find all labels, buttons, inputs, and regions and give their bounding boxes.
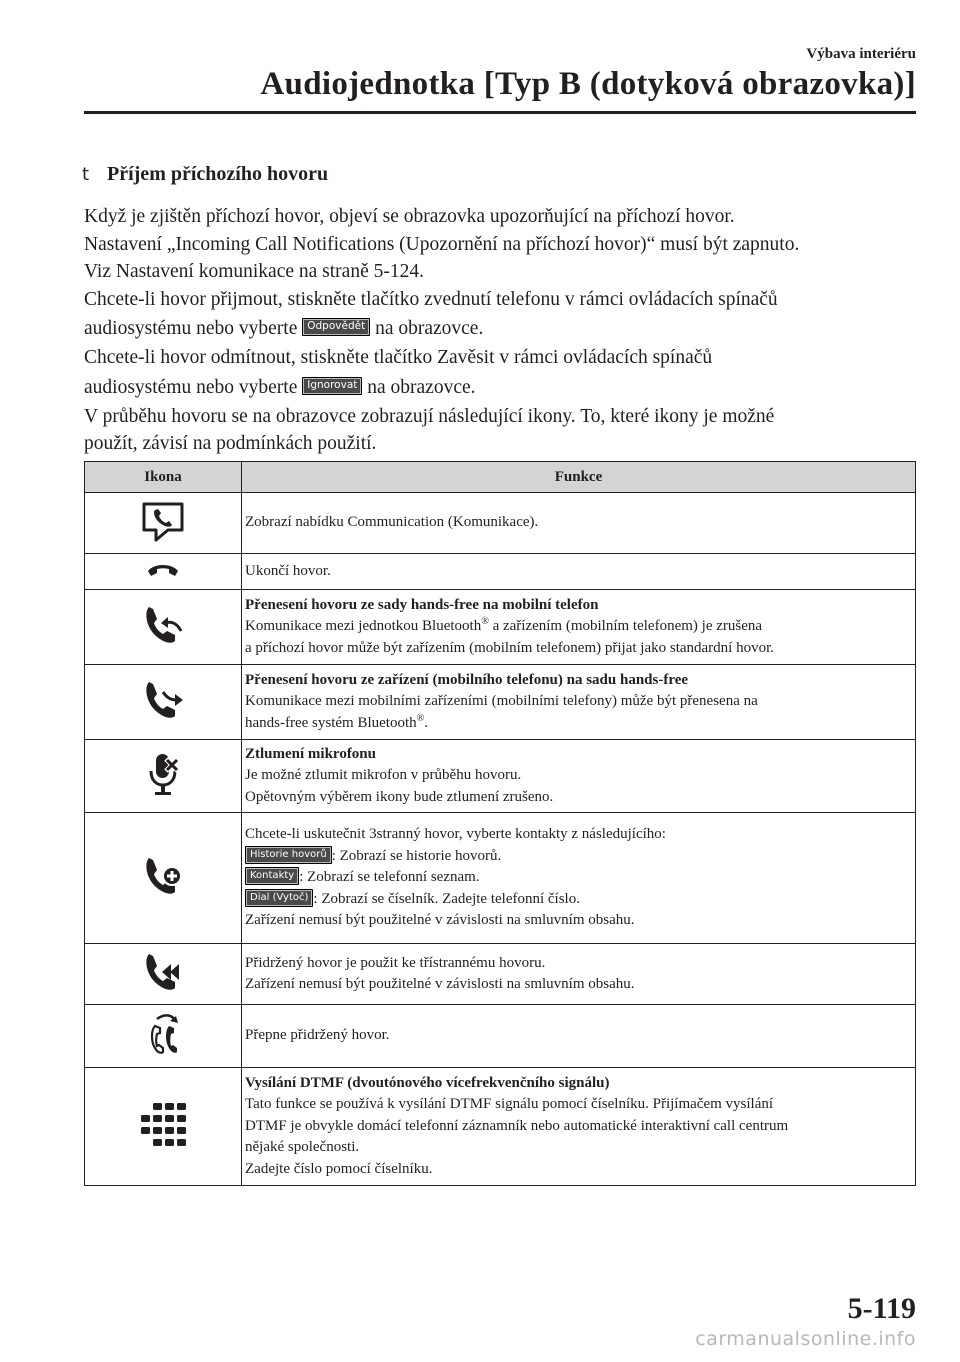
ignore-button[interactable]: Ignorovat <box>302 377 362 395</box>
table-row <box>85 590 916 665</box>
section-bullet-icon: t <box>82 164 90 185</box>
section-title: Příjem příchozího hovoru <box>107 163 329 185</box>
icon-cell <box>85 665 242 740</box>
function-text <box>245 889 909 911</box>
call-history-button[interactable]: Historie hovorů <box>245 846 332 864</box>
function-text: Tato funkce se používá k vysílání DTMF signálu pomocí číselníku. Přijímačem vysílání <box>245 1096 774 1113</box>
body-text-segment: na obrazovce. <box>370 318 484 339</box>
dial-button[interactable]: Dial (Vytoč) <box>245 889 313 907</box>
function-text: Komunikace mezi mobilními zařízeními (mobilními telefony) může být přenesena na <box>245 693 758 710</box>
function-text: Zobrazí nabídku Communication (Komunikace). <box>245 514 539 531</box>
body-line: použít, závisí na podmínkách použití. <box>84 433 377 454</box>
body-text <box>84 203 924 458</box>
body-line: Nastavení „Incoming Call Notifications (Upozornění na příchozí hovor)“ musí být zapnuto. <box>84 233 800 255</box>
function-text <box>245 846 909 868</box>
function-cell <box>242 944 916 1005</box>
function-text: Zadejte číslo pomocí číselníku. <box>245 1160 433 1177</box>
function-cell <box>242 665 916 740</box>
function-text-segment: : Zobrazí se číselník. Zadejte telefonní číslo. <box>313 890 580 907</box>
contacts-button[interactable]: Kontakty <box>245 867 299 885</box>
table-header-row <box>85 462 916 493</box>
function-text: a příchozí hovor může být zařízením (mobilním telefonem) přijat jako standardní hovor. <box>245 639 775 656</box>
header-divider <box>84 111 916 114</box>
body-line: Chcete-li hovor odmítnout, stiskněte tlačítko Zavěsit v rámci ovládacích spínačů <box>84 347 713 368</box>
table-row <box>85 554 916 590</box>
function-text-segment: Komunikace mezi jednotkou Bluetooth <box>245 618 482 635</box>
function-cell <box>242 813 916 944</box>
body-text-segment: audiosystému nebo vyberte <box>84 318 303 339</box>
function-text-segment: hands-free systém Bluetooth <box>245 714 417 731</box>
function-text: Přepne přidržený hovor. <box>245 1027 390 1044</box>
function-cell <box>242 1068 916 1186</box>
body-line <box>84 372 924 403</box>
function-text-segment: a zařízením (mobilním telefonem) je zrušena <box>488 618 763 635</box>
swap-call-icon <box>143 1010 183 1058</box>
transfer-to-phone-icon <box>141 603 185 647</box>
body-text-segment: audiosystému nebo vyberte <box>84 376 303 398</box>
icon-cell <box>85 1068 242 1186</box>
table-row <box>85 740 916 813</box>
hang-up-icon <box>146 559 180 579</box>
icon-cell <box>85 944 242 1005</box>
table-row <box>85 493 916 554</box>
icon-cell <box>85 590 242 665</box>
function-text: DTMF je obvykle domácí telefonní záznamník nebo automatické interaktivní call centrum <box>245 1117 789 1134</box>
function-title: Přenesení hovoru ze zařízení (mobilního telefonu) na sadu hands-free <box>245 671 689 688</box>
function-title: Vysílání DTMF (dvoutónového vícefrekvenčního signálu) <box>245 1074 610 1091</box>
function-text: Opětovným výběrem ikony bude ztlumení zrušeno. <box>245 788 554 805</box>
icon-cell <box>85 493 242 554</box>
function-text-segment: : Zobrazí se historie hovorů. <box>331 847 502 864</box>
function-text: nějaké společnosti. <box>245 1139 360 1156</box>
icons-table <box>84 461 916 1186</box>
function-text <box>245 713 909 735</box>
registered-mark: ® <box>416 712 425 724</box>
mute-microphone-icon <box>146 751 180 797</box>
header-section: Výbava interiéru <box>806 46 916 62</box>
add-call-icon <box>141 854 185 898</box>
body-line: Když je zjištěn příchozí hovor, objeví se obrazovka upozorňující na příchozí hovor. <box>84 206 735 227</box>
table-row <box>85 665 916 740</box>
icon-cell <box>85 813 242 944</box>
icon-cell <box>85 1005 242 1068</box>
function-cell <box>242 1005 916 1068</box>
page-number: 5-119 <box>847 1292 916 1325</box>
function-cell <box>242 554 916 590</box>
function-text: Zařízení nemusí být použitelné v závislosti na smluvním obsahu. <box>245 912 635 929</box>
function-text <box>245 867 909 889</box>
table-row <box>85 1005 916 1068</box>
function-text: Je možné ztlumit mikrofon v průběhu hovoru. <box>245 767 522 784</box>
function-cell <box>242 740 916 813</box>
icon-cell <box>85 554 242 590</box>
merge-call-icon <box>141 950 185 994</box>
icon-cell <box>85 740 242 813</box>
column-header-icon: Ikona <box>85 462 242 493</box>
function-text: Zařízení nemusí být použitelné v závislosti na smluvním obsahu. <box>245 976 635 992</box>
body-line: Viz Nastavení komunikace na straně 5-124. <box>84 261 424 282</box>
keypad-icon <box>137 1101 189 1147</box>
body-line: V průběhu hovoru se na obrazovce zobrazují následující ikony. To, které ikony je možné <box>84 405 775 427</box>
function-text: Ukončí hovor. <box>245 562 331 579</box>
body-text-segment: na obrazovce. <box>362 376 476 398</box>
function-text-segment: . <box>424 714 428 731</box>
function-text <box>245 616 909 638</box>
transfer-to-handsfree-icon <box>141 678 185 722</box>
body-line <box>84 313 924 344</box>
function-cell <box>242 493 916 554</box>
function-cell <box>242 590 916 665</box>
answer-button[interactable]: Odpovědět <box>302 318 370 336</box>
registered-mark: ® <box>481 616 489 628</box>
communication-menu-icon <box>140 498 186 544</box>
function-text: Chcete-li uskutečnit 3stranný hovor, vyberte kontakty z následujícího: <box>245 826 666 843</box>
body-line: Chcete-li hovor přijmout, stiskněte tlačítko zvednutí telefonu v rámci ovládacích spínačů <box>84 288 778 310</box>
watermark: carmanualsonline.info <box>695 1328 916 1350</box>
function-title: Přenesení hovoru ze sady hands-free na mobilní telefon <box>245 596 599 613</box>
table-row <box>85 1068 916 1186</box>
table-row <box>85 944 916 1005</box>
page-title: Audiojednotka [Typ B (dotyková obrazovka)] <box>260 66 916 102</box>
function-text-segment: : Zobrazí se telefonní seznam. <box>299 869 480 886</box>
function-text: Přidržený hovor je použit ke třístrannému hovoru. <box>245 954 546 971</box>
function-title: Ztlumení mikrofonu <box>245 745 376 762</box>
table-row <box>85 813 916 944</box>
column-header-function: Funkce <box>242 462 916 493</box>
